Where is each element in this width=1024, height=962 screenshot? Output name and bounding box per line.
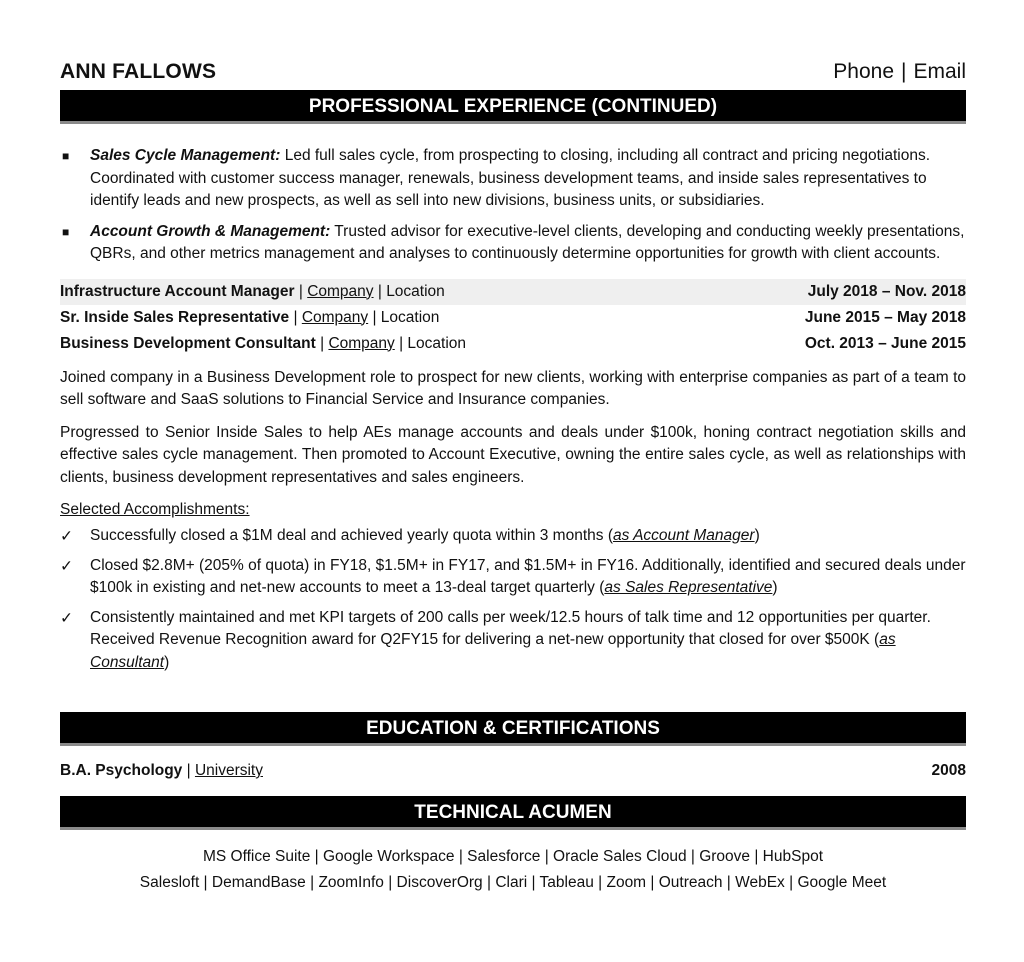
bullet-item bbox=[60, 221, 966, 266]
accomplishment-text: Successfully closed a $1M deal and achieved yearly quota within 3 months ( bbox=[90, 527, 613, 544]
accomplishment-text: Consistently maintained and met KPI targets of 200 calls per week/12.5 hours of talk time and 12 opportunities per quarter. Received Revenue Recognition award for Q2FY15 for delivering a net-new opportunity that closed for over $500K ( bbox=[90, 608, 931, 648]
checkmark-icon: ✓ bbox=[60, 556, 73, 575]
role-location: Location bbox=[407, 334, 467, 352]
technical-skills bbox=[60, 844, 966, 896]
skills-line: Salesloft | DemandBase | ZoomInfo | DiscoverOrg | Clari | Tableau | Zoom | Outreach | WebEx | Google Meet bbox=[139, 874, 887, 891]
bullet-text: Trusted advisor for executive-level clients, developing and conducting weekly presentations, QBRs, and other metrics management and analyses to continuously determine opportunities for growth with client accounts. bbox=[90, 222, 965, 262]
accomplishment-role: as Consultant bbox=[90, 631, 896, 671]
accomplishment-close: ) bbox=[754, 527, 760, 544]
role-row bbox=[60, 279, 966, 305]
square-bullet-icon: ■ bbox=[62, 149, 70, 163]
role-info bbox=[60, 331, 466, 357]
company-link: Company bbox=[328, 334, 395, 352]
phone-text: Phone bbox=[833, 60, 895, 83]
accomplishments-heading: Selected Accomplishments: bbox=[60, 501, 250, 518]
company-link: Company bbox=[301, 308, 369, 326]
graduation-year: 2008 bbox=[931, 762, 966, 779]
roles-list bbox=[60, 279, 966, 357]
accomplishment-close: ) bbox=[772, 579, 778, 596]
resume-page bbox=[60, 60, 966, 896]
role-info bbox=[60, 279, 445, 305]
role-row bbox=[60, 331, 966, 357]
accomplishment-text: Closed $2.8M+ (205% of quota) in FY18, $1.5M+ in FY17, and $1.5M+ in FY16. Additionally, identified and secured deals under $100k in existing and net-new accounts to meet a 13-deal target quarterly ( bbox=[90, 556, 966, 596]
education-section-header: EDUCATION & CERTIFICATIONS bbox=[60, 712, 966, 746]
company-link: Company bbox=[307, 282, 374, 300]
role-dates: Oct. 2013 – June 2015 bbox=[804, 334, 966, 352]
accomplishment-item bbox=[60, 555, 966, 600]
checkmark-icon: ✓ bbox=[60, 527, 73, 545]
role-dates: June 2015 – May 2018 bbox=[804, 308, 966, 326]
experience-section-header: PROFESSIONAL EXPERIENCE (CONTINUED) bbox=[60, 90, 966, 124]
accomplishment-close: ) bbox=[164, 653, 170, 671]
role-title: Business Development Consultant bbox=[60, 334, 316, 352]
checkmark-icon: ✓ bbox=[60, 608, 73, 627]
accomplishment-role: as Account Manager bbox=[612, 527, 755, 544]
role-separator: | bbox=[373, 282, 387, 300]
candidate-name: ANN FALLOWS bbox=[60, 60, 217, 83]
role-separator: | bbox=[394, 334, 408, 352]
bullet-item bbox=[60, 145, 966, 213]
technical-section-header: TECHNICAL ACUMEN bbox=[60, 796, 966, 830]
bullet-lead: Account Growth & Management: bbox=[90, 222, 331, 240]
education-info bbox=[60, 760, 263, 782]
role-title: Sr. Inside Sales Representative bbox=[60, 308, 290, 326]
role-summary-paragraph: Progressed to Senior Inside Sales to help AEs manage accounts and deals under $100k, honing contract negotiation skills and effective sales cycle management. Then promoted to Account Executive, owning the entire sales cycle, as well as relationships with clients, business development representatives and sales engineers. bbox=[60, 423, 966, 486]
bullet-lead: Sales Cycle Management: bbox=[90, 147, 281, 164]
role-separator: | bbox=[315, 334, 329, 352]
role-info bbox=[60, 305, 439, 331]
accomplishment-item bbox=[60, 607, 966, 675]
email-text: Email bbox=[913, 60, 966, 83]
role-location: Location bbox=[380, 308, 440, 326]
education-row bbox=[60, 760, 966, 782]
role-separator: | bbox=[289, 308, 302, 326]
school-link: University bbox=[194, 762, 263, 779]
accomplishments-list bbox=[60, 525, 966, 674]
contact-info bbox=[833, 60, 966, 84]
role-separator: | bbox=[294, 282, 308, 300]
degree-title: B.A. Psychology bbox=[60, 762, 183, 779]
role-location: Location bbox=[386, 282, 445, 300]
bullet-text: Led full sales cycle, from prospecting to closing, including all contract and pricing negotiations. Coordinated with customer success manager, renewals, business development teams, and inside sales representatives to identify leads and new prospects, as well as sell into new divisions, business units, or subsidiaries. bbox=[90, 147, 931, 209]
role-dates: July 2018 – Nov. 2018 bbox=[807, 282, 966, 300]
experience-bullets bbox=[60, 145, 966, 266]
resume-header bbox=[60, 60, 966, 90]
accomplishment-role: as Sales Representative bbox=[604, 579, 773, 596]
education-separator: | bbox=[182, 762, 195, 779]
role-summary-paragraph: Joined company in a Business Development role to prospect for new clients, working with enterprise companies as part of a team to sell software and SaaS solutions to Financial Service and Insurance companies. bbox=[60, 368, 966, 408]
role-row bbox=[60, 305, 966, 331]
role-separator: | bbox=[368, 308, 381, 326]
square-bullet-icon: ■ bbox=[62, 224, 70, 239]
skills-line: MS Office Suite | Google Workspace | Salesforce | Oracle Sales Cloud | Groove | HubSpot bbox=[202, 848, 824, 865]
contact-separator: | bbox=[901, 60, 907, 83]
role-title: Infrastructure Account Manager bbox=[60, 282, 295, 300]
accomplishment-item bbox=[60, 525, 966, 548]
